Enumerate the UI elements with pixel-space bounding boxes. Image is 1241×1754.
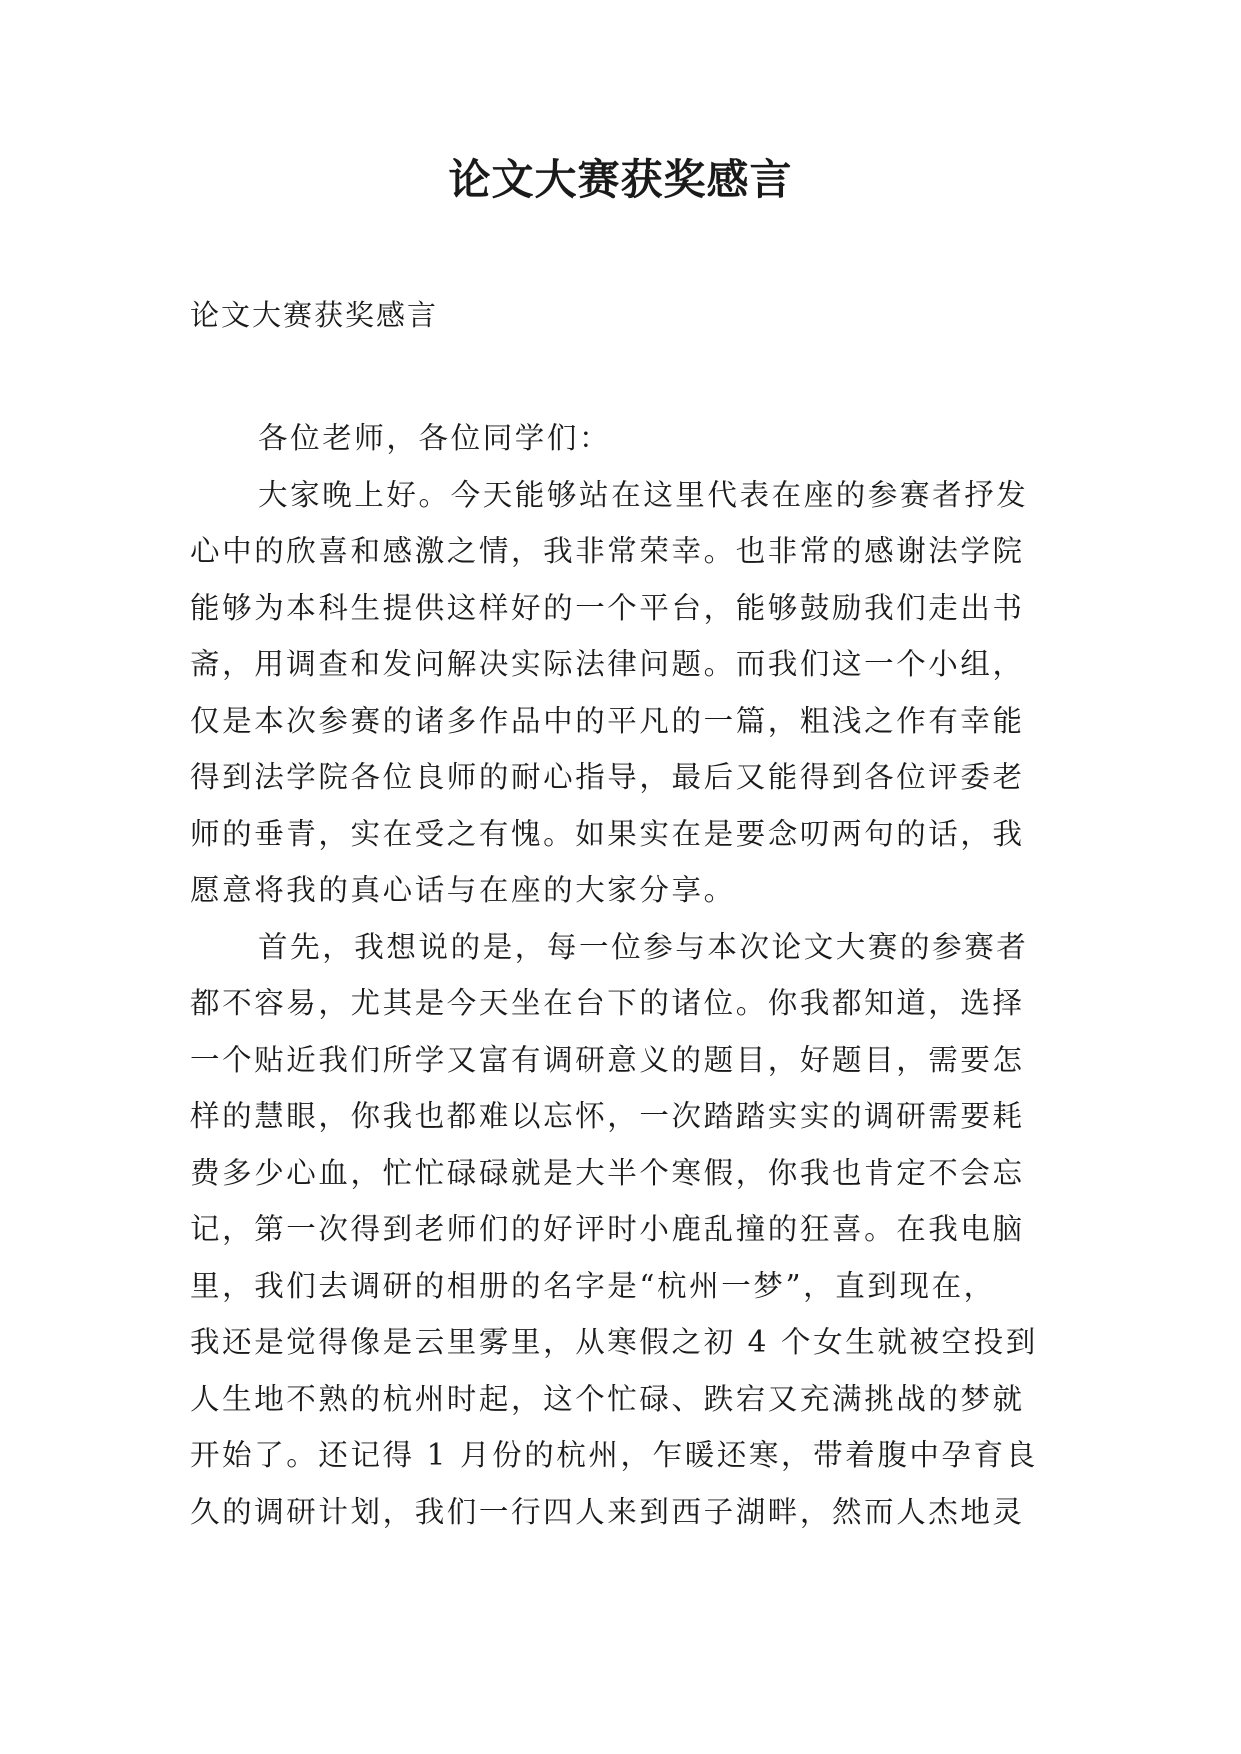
text-line: 斋，用调查和发问解决实际法律问题。而我们这一个小组， — [190, 647, 1025, 681]
document-subtitle: 论文大赛获奖感言 — [190, 298, 439, 332]
text-line: 首先，我想说的是，每一位参与本次论文大赛的参赛者 — [258, 929, 1029, 964]
text-line: 各位老师，各位同学们： — [258, 421, 612, 455]
text-line: 都不容易，尤其是今天坐在台下的诸位。你我都知道，选择 — [190, 986, 1025, 1020]
text-line: 心中的欣喜和感激之情，我非常荣幸。也非常的感谢法学院 — [190, 534, 1025, 568]
text-line: 久的调研计划，我们一行四人来到西子湖畔，然而人杰地灵 — [190, 1494, 1025, 1529]
text-line: 记，第一次得到老师们的好评时小鹿乱撞的狂喜。在我电脑 — [190, 1212, 1025, 1246]
text-line: 里，我们去调研的相册的名字是“杭州一梦”，直到现在， — [190, 1268, 996, 1303]
document-body — [190, 410, 1070, 1540]
text-line: 人生地不熟的杭州时起，这个忙碌、跌宕又充满挑战的梦就 — [190, 1381, 1025, 1416]
text-line: 愿意将我的真心话与在座的大家分享。 — [190, 873, 736, 907]
text-line: 样的慧眼，你我也都难以忘怀，一次踏踏实实的调研需要耗 — [190, 1099, 1025, 1133]
document-title: 论文大赛获奖感言 — [448, 155, 793, 204]
text-line: 开始了。还记得 1 月份的杭州，乍暖还寒，带着腹中孕育良 — [190, 1438, 1038, 1472]
text-line: 得到法学院各位良师的耐心指导，最后又能得到各位评委老 — [190, 760, 1025, 794]
text-line: 能够为本科生提供这样好的一个平台，能够鼓励我们走出书 — [190, 590, 1025, 625]
text-line: 我还是觉得像是云里雾里，从寒假之初 4 个女生就被空投到 — [190, 1325, 1038, 1359]
text-line: 仅是本次参赛的诸多作品中的平凡的一篇，粗浅之作有幸能 — [190, 703, 1025, 738]
text-line: 费多少心血，忙忙碌碌就是大半个寒假，你我也肯定不会忘 — [190, 1155, 1025, 1190]
text-line: 一个贴近我们所学又富有调研意义的题目，好题目，需要怎 — [190, 1042, 1025, 1077]
text-line: 师的垂青，实在受之有愧。如果实在是要念叨两句的话，我 — [190, 816, 1025, 851]
text-line: 大家晚上好。今天能够站在这里代表在座的参赛者抒发 — [258, 477, 1029, 512]
